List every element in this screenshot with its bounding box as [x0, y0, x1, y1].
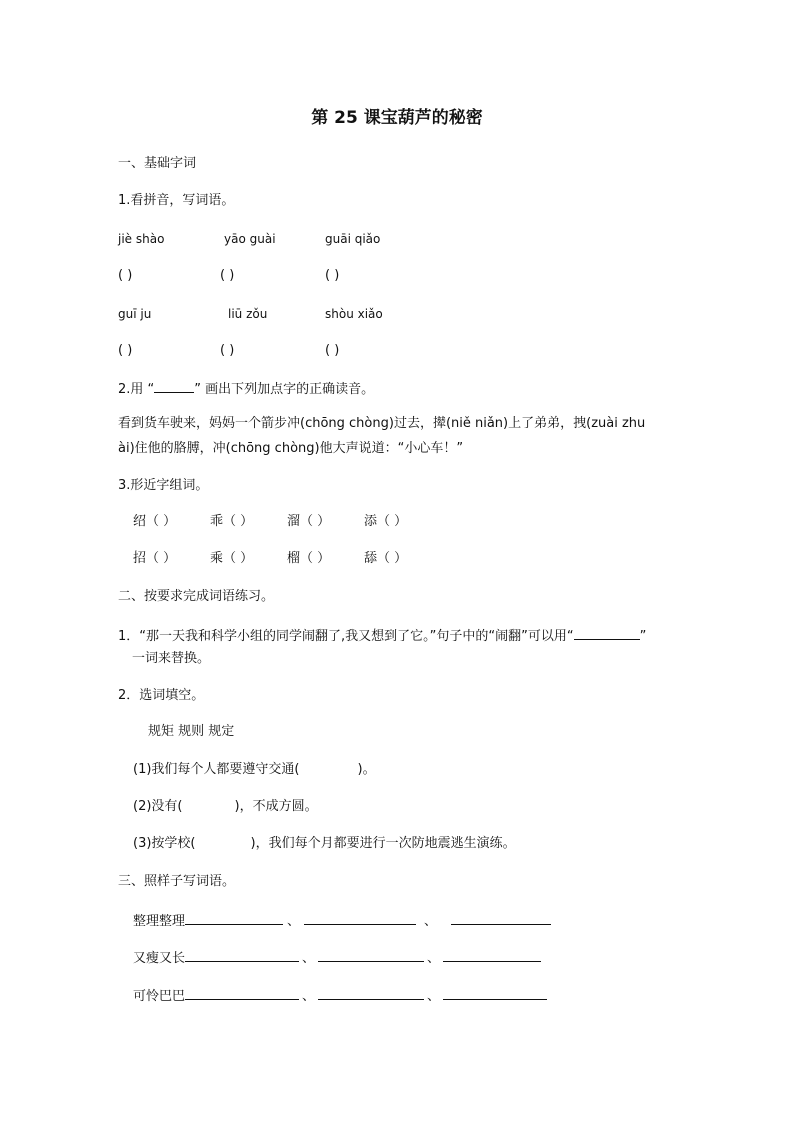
char-group: 榴（ ）: [287, 551, 331, 566]
s2-q2-text: 2．选词填空。: [118, 688, 205, 703]
s2-q1-line2: 一词来替换。: [132, 651, 211, 666]
answer-blank[interactable]: [318, 985, 424, 1000]
q2-text-after: ” 画出下列加点字的正确读音。: [194, 382, 375, 397]
word-row: [133, 947, 541, 968]
q1-text: 1.看拼音，写词语。: [118, 193, 235, 208]
section1-heading: 一、基础字词: [118, 156, 197, 171]
s2-q1-line1: [118, 625, 646, 646]
answer-bracket[interactable]: ( ): [220, 343, 235, 358]
char-group: 乖（ ）: [210, 514, 254, 529]
sentence-2: [133, 798, 318, 816]
example-word: 整理整理: [133, 914, 186, 929]
pinyin-1-2: yāo guài: [224, 232, 276, 246]
page-title: 第 25 课宝葫芦的秘密: [311, 108, 483, 128]
answer-bracket[interactable]: ( ): [118, 268, 133, 283]
sentence-2-after: )，不成方圆。: [234, 799, 318, 814]
answer-bracket[interactable]: ( ): [325, 268, 340, 283]
pinyin-1-1: jiè shào: [118, 232, 165, 246]
q2-passage-line1: 看到货车驶来，妈妈一个箭步冲(chōng chòng)过去，撵(niě niǎn)上了弟弟，拽(zuài zhu: [118, 416, 646, 431]
q2-text-before: 2.用 “: [118, 382, 155, 397]
separator: 、: [427, 989, 441, 1004]
answer-bracket[interactable]: ( ): [220, 268, 235, 283]
pinyin-1-3: guāi qiǎo: [325, 232, 381, 246]
sentence-3-after: )，我们每个月都要进行一次防地震逃生演练。: [250, 836, 516, 851]
sentence-3: [133, 835, 516, 853]
separator: 、: [302, 989, 316, 1004]
char-group: 舔（ ）: [364, 551, 408, 566]
pinyin-2-2: liū zǒu: [228, 307, 268, 321]
q3-text: 3.形近字组词。: [118, 478, 209, 493]
word-options: 规矩 规则 规定: [148, 724, 235, 739]
sentence-1-after: )。: [357, 762, 376, 777]
sentence-3-before: (3)按学校(: [133, 836, 196, 851]
answer-blank[interactable]: [304, 910, 416, 925]
separator: 、: [287, 914, 301, 929]
section2-heading: 二、按要求完成词语练习。: [118, 589, 275, 604]
answer-blank[interactable]: [185, 947, 299, 962]
answer-bracket[interactable]: ( ): [325, 343, 340, 358]
example-word: 又瘦又长: [133, 951, 186, 966]
char-group: 溜（ ）: [287, 514, 331, 529]
example-word: 可怜巴巴: [133, 989, 186, 1004]
answer-blank[interactable]: [443, 947, 541, 962]
char-group: 招（ ）: [133, 551, 177, 566]
separator: 、: [424, 914, 438, 929]
answer-bracket[interactable]: ( ): [118, 343, 133, 358]
sentence-1: [133, 761, 376, 779]
sentence-1-before: (1)我们每个人都要遵守交通(: [133, 762, 300, 777]
s2-q1-text-before: 1．“那一天我和科学小组的同学闹翻了,我又想到了它。”句子中的“闹翻”可以用“: [118, 629, 574, 644]
answer-blank[interactable]: [451, 910, 551, 925]
pinyin-2-3: shòu xiǎo: [325, 307, 383, 321]
pinyin-2-1: guī ju: [118, 307, 152, 321]
answer-blank[interactable]: [185, 985, 299, 1000]
separator: 、: [302, 951, 316, 966]
char-group: 添（ ）: [364, 514, 408, 529]
char-group: 乘（ ）: [210, 551, 254, 566]
q2-passage-line2: ài)住他的胳膊，冲(chōng chòng)他大声说道：“小心车！”: [118, 441, 464, 456]
word-row: [133, 985, 547, 1006]
word-row: [133, 910, 551, 931]
separator: 、: [427, 951, 441, 966]
answer-blank[interactable]: [185, 910, 283, 925]
answer-blank[interactable]: [318, 947, 424, 962]
answer-blank[interactable]: [574, 625, 640, 640]
q2-instruction: [118, 378, 374, 399]
char-group: 绍（ ）: [133, 514, 177, 529]
answer-blank[interactable]: [443, 985, 547, 1000]
section3-heading: 三、照样子写词语。: [118, 874, 236, 889]
underline-sample: [154, 378, 194, 393]
sentence-2-before: (2)没有(: [133, 799, 183, 814]
s2-q1-text-after: ”: [639, 629, 647, 644]
